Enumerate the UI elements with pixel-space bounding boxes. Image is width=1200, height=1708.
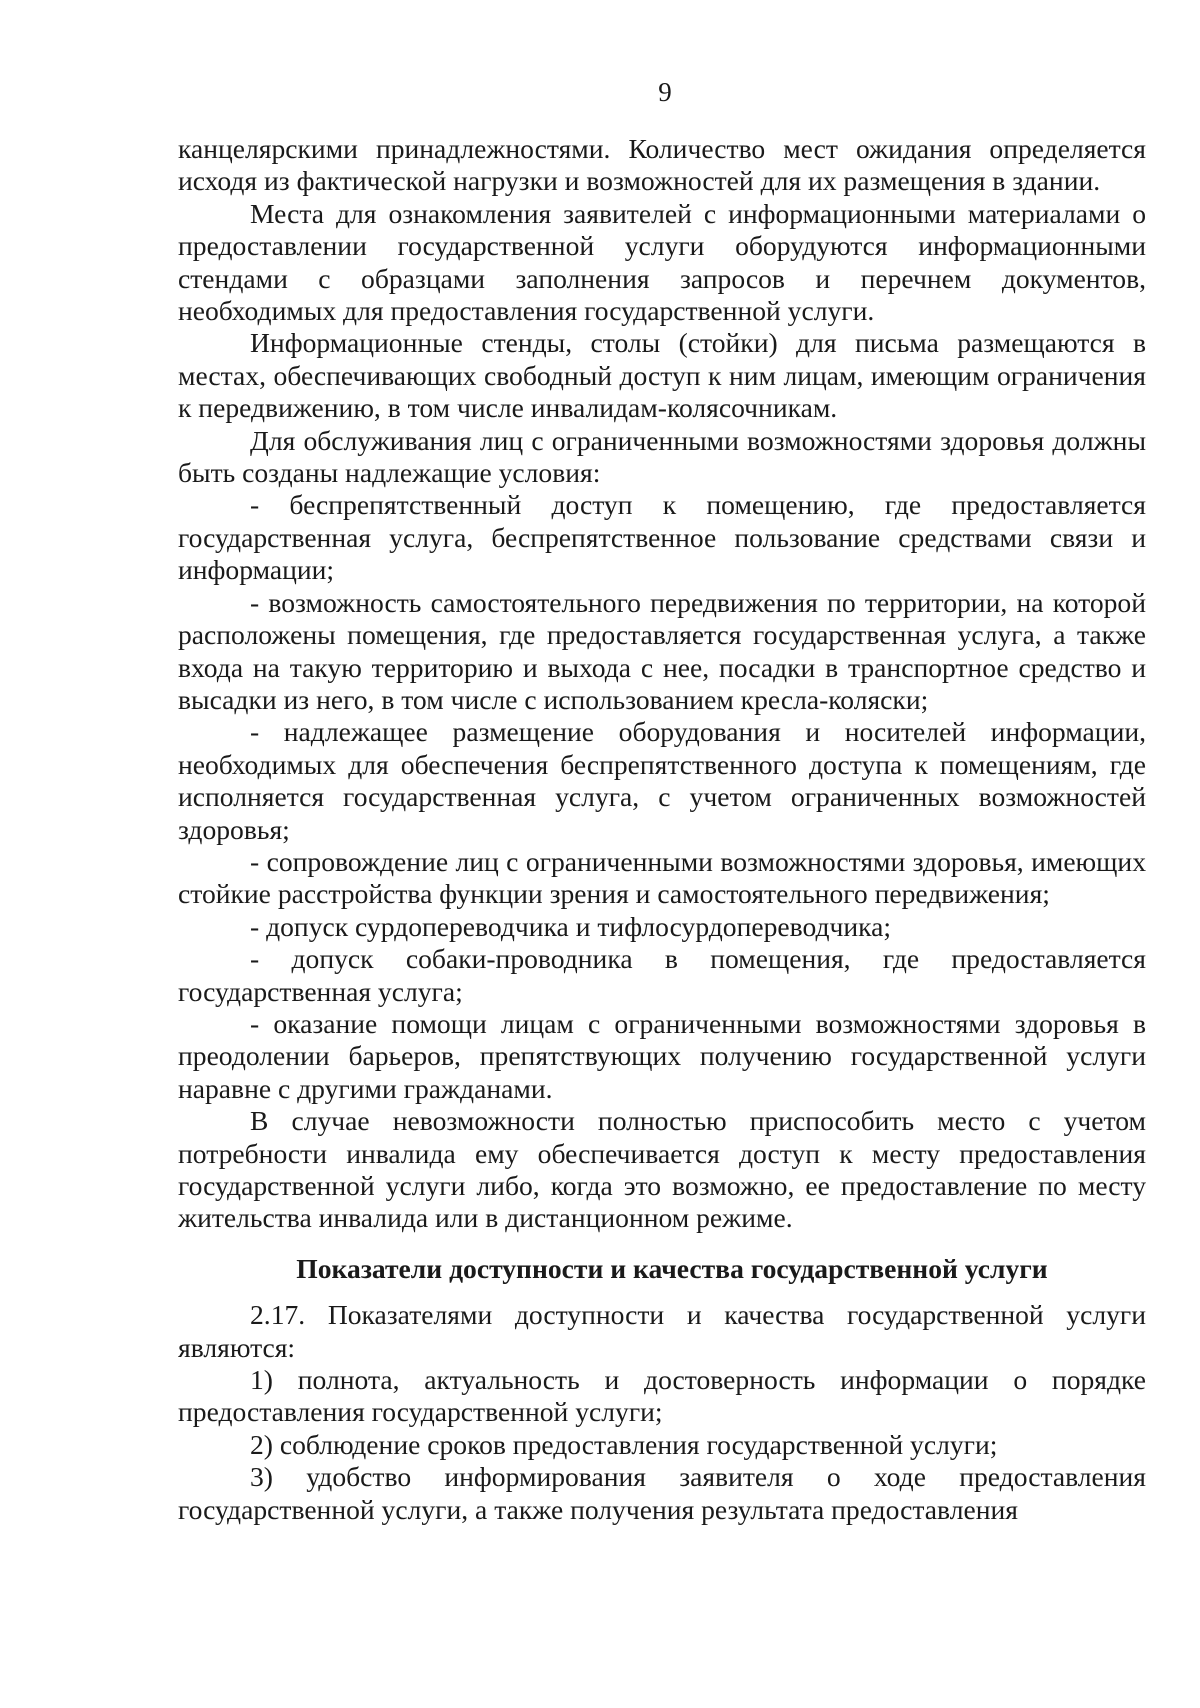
list-item: - сопровождение лиц с ограниченными возможностями здоровья, имеющих стойкие расстройства функции зрения и самостоятельного передвижения; xyxy=(178,845,1146,910)
list-item: 3) удобство информирования заявителя о ходе предоставления государственной услуги, а также получения результата предоставления xyxy=(178,1461,1146,1525)
section-heading: Показатели доступности и качества государственной услуги xyxy=(296,1252,1048,1284)
page-number: 9 xyxy=(658,77,672,107)
list-item: - надлежащее размещение оборудования и носителей информации, необходимых для обеспечения беспрепятственного доступа к помещениям, где исполняется государственная услуга, с учетом ограниченных возможностей здоровья; xyxy=(178,716,1146,845)
document-body xyxy=(178,133,1146,1526)
paragraph: 2.17. Показателями доступности и качества государственной услуги являются: xyxy=(178,1299,1146,1363)
list-item: - оказание помощи лицам с ограниченными возможностями здоровья в преодолении барьеров, препятствующих получению государственной услуги наравне с другими гражданами. xyxy=(178,1007,1146,1104)
list-item: - допуск собаки-проводника в помещения, где предоставляется государственная услуга; xyxy=(178,943,1146,1007)
list-item: - допуск сурдопереводчика и тифлосурдопереводчика; xyxy=(250,910,892,942)
list-item: 2) соблюдение сроков предоставления государственной услуги; xyxy=(250,1428,998,1460)
list-item: 1) полнота, актуальность и достоверность информации о порядке предоставления государственной услуги; xyxy=(178,1364,1146,1428)
list-item: - возможность самостоятельного передвижения по территории, на которой расположены помещения, где предоставляется государственная услуга, а также входа на такую территорию и выхода с нее, посадки в транспортное средство и высадки из него, в том числе с использованием кресла-коляски; xyxy=(178,586,1146,715)
paragraph: В случае невозможности полностью приспособить место с учетом потребности инвалида ему обеспечивается доступ к месту предоставления государственной услуги либо, когда это возможно, ее предоставление по месту жительства инвалида или в дистанционном режиме. xyxy=(178,1105,1146,1234)
paragraph: канцелярскими принадлежностями. Количество мест ожидания определяется исходя из фактической нагрузки и возможностей для их размещения в здании. xyxy=(178,133,1146,197)
paragraph: Информационные стенды, столы (стойки) для письма размещаются в местах, обеспечивающих свободный доступ к ним лицам, имеющим ограничения к передвижению, в том числе инвалидам-колясочникам. xyxy=(178,327,1146,424)
paragraph: Для обслуживания лиц с ограниченными возможностями здоровья должны быть созданы надлежащие условия: xyxy=(178,424,1146,489)
list-item: - беспрепятственный доступ к помещению, где предоставляется государственная услуга, беспрепятственное пользование средствами связи и информации; xyxy=(178,489,1146,586)
paragraph: Места для ознакомления заявителей с информационными материалами о предоставлении государственной услуги оборудуются информационными стендами с образцами заполнения запросов и перечнем документов, необходимых для предоставления государственной услуги. xyxy=(178,197,1146,327)
